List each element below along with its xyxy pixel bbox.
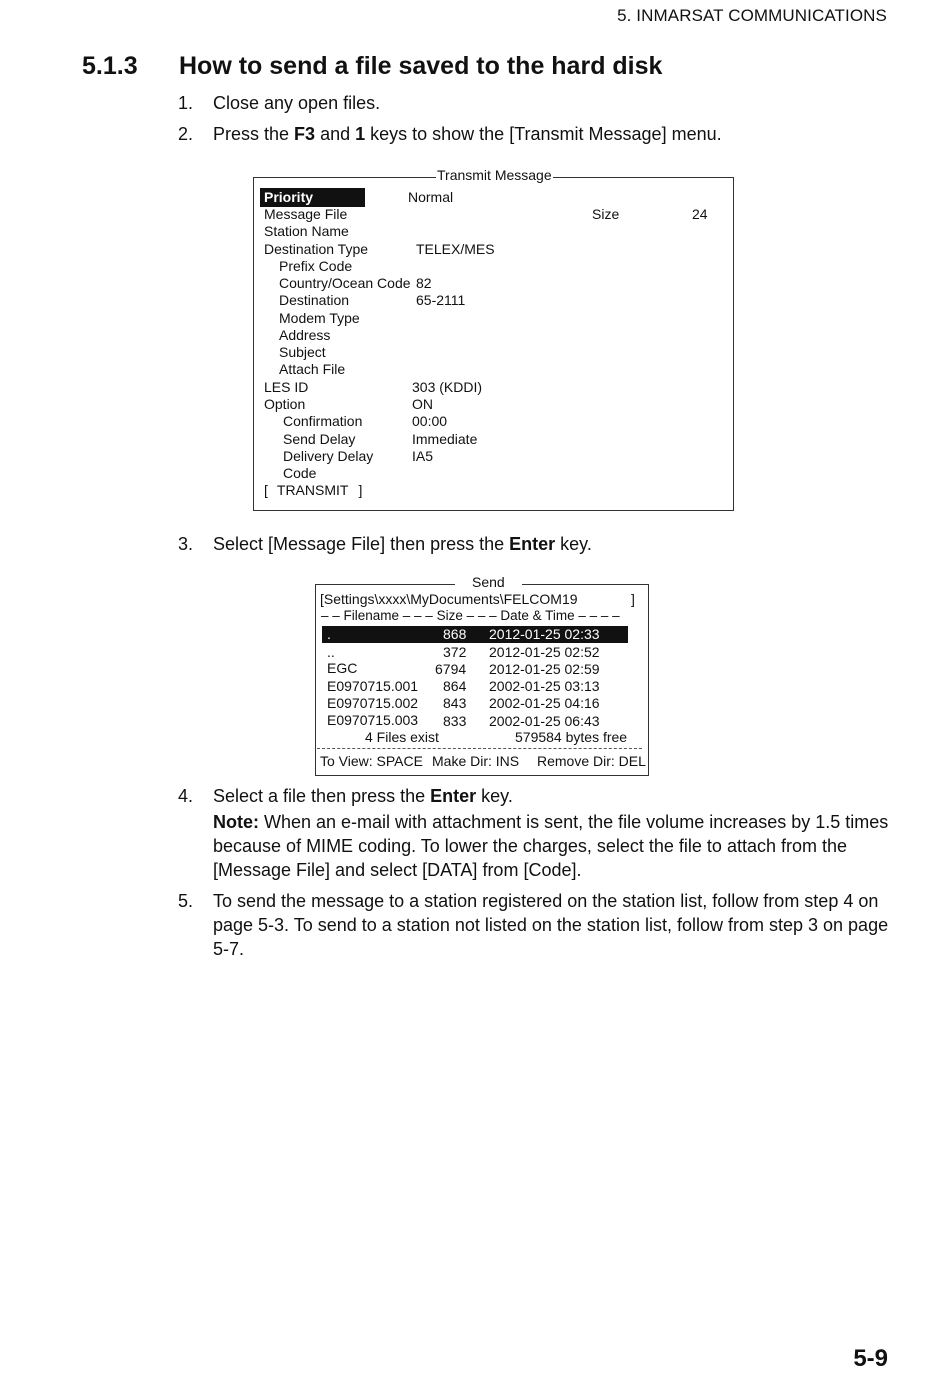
destination-item[interactable]: Destination: [279, 292, 350, 308]
section-title: How to send a file saved to the hard disk: [179, 52, 663, 80]
priority-value: Normal: [408, 189, 454, 205]
size-value: 24: [692, 206, 708, 222]
file-date: 2002-01-25 06:43: [489, 713, 600, 729]
country-code-item[interactable]: Country/Ocean Code: [279, 275, 411, 291]
step-text: Close any open files.: [213, 93, 381, 113]
country-code-value: 82: [416, 275, 432, 291]
file-size: 372: [443, 644, 467, 660]
file-name[interactable]: E0970715.001: [327, 678, 419, 694]
address-item[interactable]: Address: [279, 327, 331, 343]
size-label: Size: [592, 206, 620, 222]
files-exist-count: 4 Files exist: [365, 729, 439, 745]
file-date: 2012-01-25 02:52: [489, 644, 600, 660]
send-delay-item[interactable]: Send Delay: [283, 431, 356, 447]
text-run: keys to show the [Transmit Message] menu.: [365, 124, 722, 144]
file-size: 6794: [435, 661, 467, 677]
attach-file-item[interactable]: Attach File: [279, 361, 346, 377]
les-id-value: 303 (KDDI): [412, 379, 483, 395]
key-enter: Enter: [430, 786, 477, 806]
step-number: 4.: [178, 786, 194, 806]
file-size: 864: [443, 678, 467, 694]
option-value: ON: [412, 396, 433, 412]
text-run: key.: [555, 534, 592, 554]
note-paragraph: [213, 810, 893, 882]
les-id-item[interactable]: LES ID: [264, 379, 309, 395]
confirmation-value: 00:00: [412, 413, 448, 429]
step-text: [213, 122, 722, 146]
step-5-text: To send the message to a station registered on the station list, follow from step 4 on page 5-3. To send to a station not listed on the station list, follow from step 3 on page 5-7.: [213, 891, 889, 959]
bracket: [: [264, 482, 268, 498]
destination-value: 65-2111: [416, 292, 466, 308]
modem-type-item[interactable]: Modem Type: [279, 310, 360, 326]
delivery-delay-item[interactable]: Delivery Delay: [283, 448, 374, 464]
file-name: .: [327, 626, 331, 642]
step-text: [213, 532, 592, 556]
file-size: 833: [443, 713, 467, 729]
delivery-delay-value: IA5: [412, 448, 434, 464]
step-number: 1.: [178, 93, 194, 113]
confirmation-item[interactable]: Confirmation: [283, 413, 363, 429]
destination-type-value: TELEX/MES: [416, 241, 495, 257]
directory-path-close: ]: [631, 591, 635, 607]
file-name[interactable]: EGC: [327, 660, 358, 676]
text-run: Select a file then press the: [213, 786, 431, 806]
key-enter: Enter: [509, 534, 556, 554]
bracket: ]: [358, 482, 363, 498]
prefix-code-item[interactable]: Prefix Code: [279, 258, 353, 274]
bytes-free: 579584 bytes free: [515, 729, 628, 745]
page-number: 5-9: [853, 1345, 888, 1372]
file-name[interactable]: ..: [327, 644, 335, 660]
transmit-button[interactable]: [264, 482, 362, 498]
file-date: 2002-01-25 03:13: [489, 678, 600, 694]
directory-path: [Settings\xxxx\MyDocuments\FELCOM19: [320, 591, 578, 607]
file-date: 2012-01-25 02:59: [489, 661, 600, 677]
note-label: Note:: [213, 812, 259, 832]
station-name-item[interactable]: Station Name: [264, 223, 349, 239]
file-name[interactable]: E0970715.003: [327, 712, 419, 728]
remove-dir-hint: Remove Dir: DEL: [537, 753, 646, 769]
make-dir-hint: Make Dir: INS: [432, 753, 520, 769]
file-date: 2002-01-25 04:16: [489, 695, 600, 711]
file-list-header: – – Filename – – – Size – – – Date & Time – – – –: [321, 608, 620, 623]
section-number: 5.1.3: [82, 52, 138, 80]
step-5-number: 5.: [178, 891, 194, 911]
send-delay-value: Immediate: [412, 431, 478, 447]
code-item[interactable]: Code: [283, 465, 317, 481]
file-size: 843: [443, 695, 467, 711]
priority-item-selected[interactable]: [260, 188, 365, 207]
key-1: 1: [355, 124, 366, 144]
note-text: When an e-mail with attachment is sent, the file volume increases by 1.5 times because of MIME coding. To lower the charges, select the file to attach from the [Message File] and select [DATA] from [Code].: [213, 812, 889, 880]
text-run: and: [315, 124, 356, 144]
file-name[interactable]: E0970715.002: [327, 695, 419, 711]
file-size: 868: [443, 626, 467, 642]
destination-type-item[interactable]: Destination Type: [264, 241, 369, 257]
transmit-label: TRANSMIT: [276, 482, 349, 498]
text-run: Press the: [213, 124, 295, 144]
text-run: key.: [476, 786, 513, 806]
step-text: [213, 784, 513, 808]
text-run: Select [Message File] then press the: [213, 534, 510, 554]
view-hint: To View: SPACE: [320, 753, 423, 769]
message-file-item[interactable]: Message File: [264, 206, 348, 222]
step-number: 2.: [178, 124, 194, 144]
priority-label: Priority: [264, 189, 314, 205]
subject-item[interactable]: Subject: [279, 344, 326, 360]
chapter-header: 5. INMARSAT COMMUNICATIONS: [617, 6, 887, 25]
send-dialog-title: Send: [455, 574, 522, 590]
transmit-message-title: Transmit Message: [437, 167, 552, 183]
divider: [317, 748, 642, 749]
option-item[interactable]: Option: [264, 396, 306, 412]
key-f3: F3: [294, 124, 316, 144]
step-number: 3.: [178, 534, 194, 554]
file-date: 2012-01-25 02:33: [489, 626, 600, 642]
